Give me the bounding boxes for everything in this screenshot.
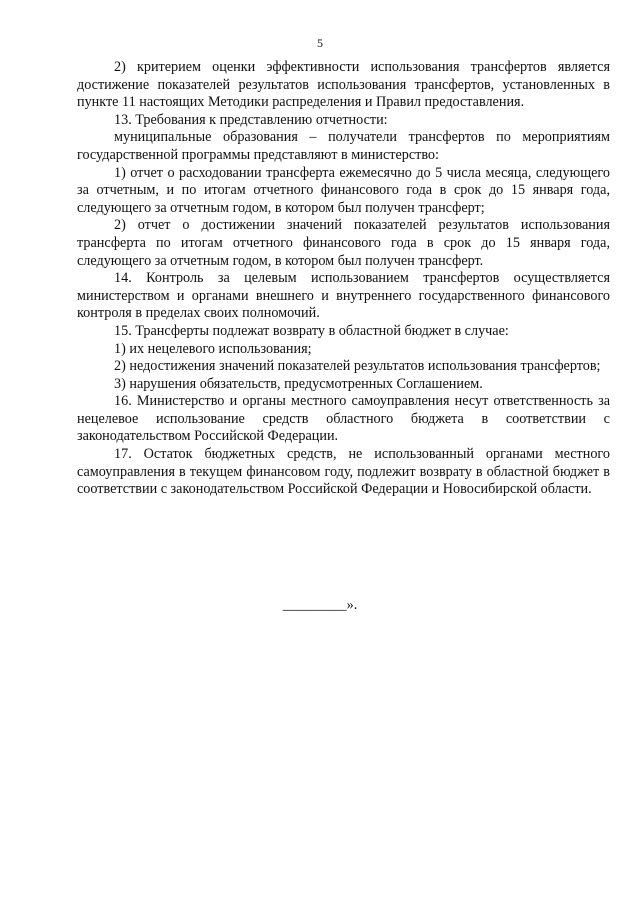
paragraph-report-indicators: 2) отчет о достижении значений показателей результатов использования трансферта по итогам отчетного финансового года в срок до 15 января года, следующего за отчетным годом, в котором был получен трансферт. <box>77 217 610 269</box>
paragraph-criterion: 2) критерием оценки эффективности использования трансфертов является достижение показателей результатов использования трансфертов, установленных в пункте 11 настоящих Методики распределения и Правил предоставления. <box>77 59 610 111</box>
paragraph-13-heading: 13. Требования к представлению отчетности: <box>114 111 388 128</box>
paragraph-14-control: 14. Контроль за целевым использованием трансфертов осуществляется министерством и органами внешнего и внутреннего государственного финансового контроля в пределах своих полномочий. <box>77 270 610 322</box>
paragraph-return-case-1: 1) их нецелевого использования; <box>114 340 312 357</box>
paragraph-15-return: 15. Трансферты подлежат возврату в областной бюджет в случае: <box>114 322 509 339</box>
paragraph-recipients: муниципальные образования – получатели трансфертов по мероприятиям государственной программы представляют в министерство: <box>77 129 610 163</box>
closing-line: _________». <box>282 597 358 613</box>
paragraph-16-responsibility: 16. Министерство и органы местного самоуправления несут ответственность за нецелевое использование средств областного бюджета в соответствии с законодательством Российской Федерации. <box>77 393 610 445</box>
paragraph-return-case-2: 2) недостижения значений показателей результатов использования трансфертов; <box>114 358 601 375</box>
paragraph-report-expenses: 1) отчет о расходовании трансферта ежемесячно до 5 числа месяца, следующего за отчетным, и по итогам отчетного финансового года в срок до 15 января года, следующего за отчетным годом, в котором был получен трансферт; <box>77 164 610 216</box>
page-number: 5 <box>317 36 323 50</box>
document-body <box>77 59 610 499</box>
paragraph-return-case-3: 3) нарушения обязательств, предусмотренных Соглашением. <box>114 375 483 392</box>
paragraph-17-remainder: 17. Остаток бюджетных средств, не использованный органами местного самоуправления в текущем финансовом году, подлежит возврату в областной бюджет в соответствии с законодательством Российской Федерации и Новосибирской области. <box>77 446 610 498</box>
